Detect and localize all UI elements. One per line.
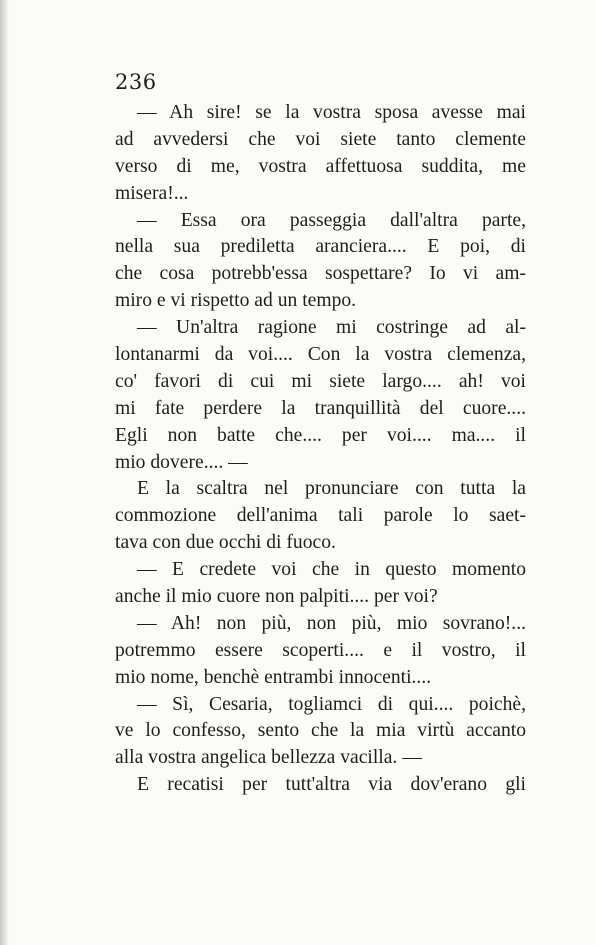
- text-line: E la scaltra nel pronunciare con tutta la: [137, 478, 526, 500]
- text-line: E recatisi per tutt'altra via dov'erano gli: [137, 774, 526, 796]
- text-line: mio nome, benchè entrambi innocenti....: [115, 666, 432, 688]
- text-line: che cosa potrebb'essa sospettare? Io vi am-: [115, 263, 526, 285]
- text-line: nella sua prediletta aranciera.... E poi, di: [115, 236, 526, 258]
- text-line: tava con due occhi di fuoco.: [115, 532, 336, 554]
- text-line: anche il mio cuore non palpiti.... per voi?: [115, 586, 438, 608]
- text-line: alla vostra angelica bellezza vacilla. —: [115, 747, 422, 769]
- text-line: potremmo essere scoperti.... e il vostro, il: [115, 639, 526, 661]
- text-line: ve lo confesso, sento che la mia virtù accanto: [115, 720, 526, 742]
- text-line: ad avvedersi che voi siete tanto clemente: [115, 128, 526, 150]
- text-line: — Sì, Cesaria, togliamci di qui.... poichè,: [137, 693, 526, 715]
- text-line: — Ah! non più, non più, mio sovrano!...: [137, 612, 526, 634]
- text-line: miro e vi rispetto ad un tempo.: [115, 290, 357, 312]
- text-line: — Ah sire! se la vostra sposa avesse mai: [137, 102, 526, 123]
- text-line: lontanarmi da voi.... Con la vostra clemenza,: [115, 344, 526, 366]
- body-text: [115, 100, 526, 799]
- text-line: Egli non batte che.... per voi.... ma.... il: [115, 424, 526, 446]
- text-line: — E credete voi che in questo momento: [137, 559, 526, 581]
- text-line: co' favori di cui mi siete largo.... ah! voi: [115, 370, 526, 392]
- text-line: — Un'altra ragione mi costringe ad al-: [137, 317, 526, 339]
- text-line: mio dovere.... —: [115, 451, 248, 473]
- page-spine-shadow: [0, 0, 9, 945]
- text-line: — Essa ora passeggia dall'altra parte,: [137, 209, 526, 231]
- text-line: mi fate perdere la tranquillità del cuore....: [115, 397, 526, 419]
- page-number: 236: [115, 70, 157, 94]
- text-line: misera!...: [115, 182, 189, 204]
- text-line: commozione dell'anima tali parole lo saet-: [115, 505, 526, 527]
- text-line: verso di me, vostra affettuosa suddita, me: [115, 155, 526, 177]
